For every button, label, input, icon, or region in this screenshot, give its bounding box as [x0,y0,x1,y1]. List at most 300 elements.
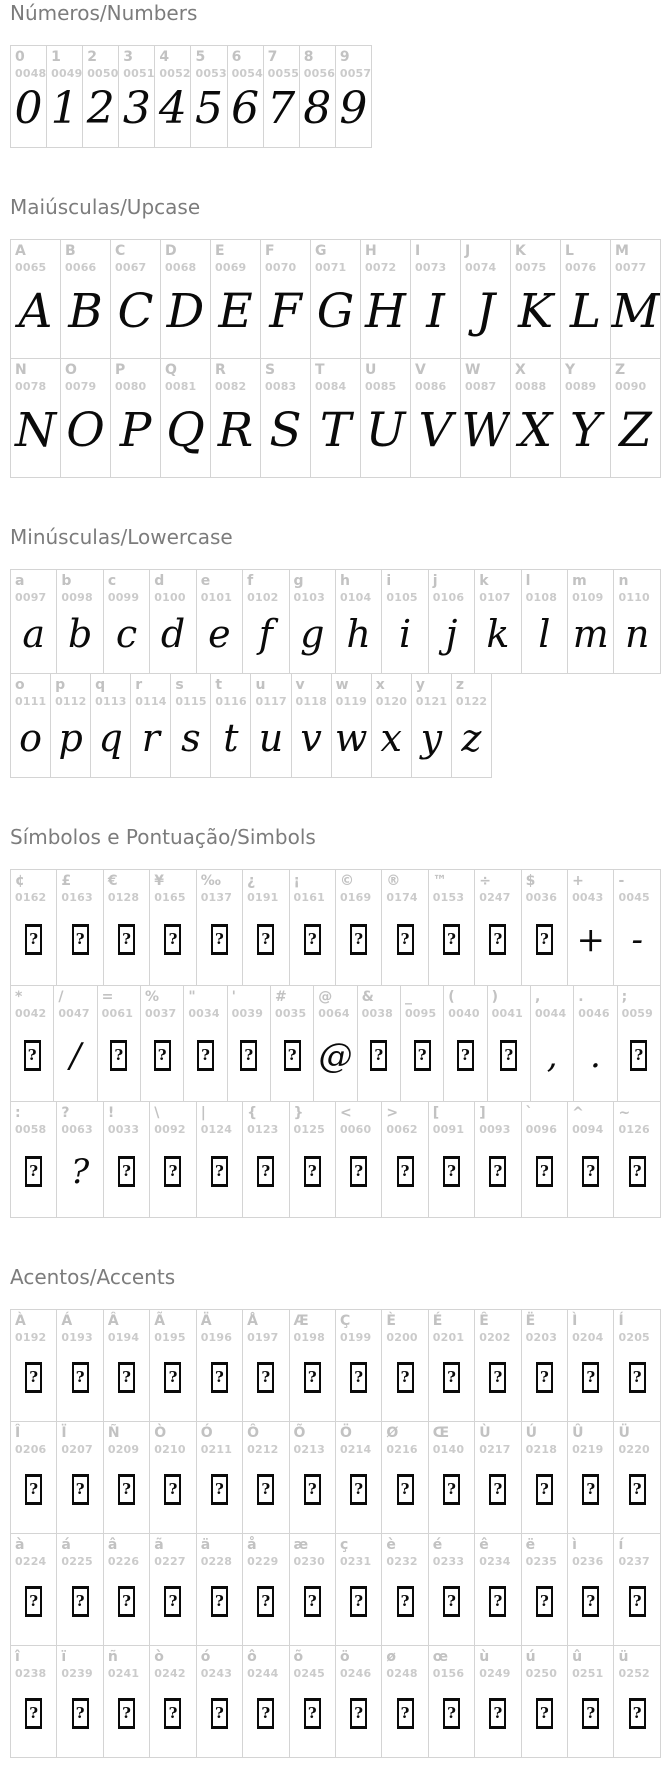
cell-character-label: ¢ [15,873,25,889]
cell-header [51,674,90,708]
missing-glyph-box: ? [489,1474,506,1505]
char-cell [210,358,261,478]
cell-header [475,1646,520,1680]
glyph-preview [150,1344,195,1421]
glyph-preview [336,1680,381,1757]
cell-header [197,570,242,604]
cell-header [488,986,530,1020]
cell-unicode-code: 0248 [386,1667,418,1680]
cell-character-label: Ñ [107,1425,120,1441]
char-cell [190,45,227,148]
cell-header [184,986,226,1020]
missing-glyph-box: ? [284,1040,301,1071]
cell-character-label: È [386,1313,396,1329]
glyph-preview [475,604,520,673]
cell-header [150,1422,195,1456]
missing-glyph-box: ? [25,924,42,955]
glyph-preview [488,1020,530,1101]
missing-glyph-box: ? [110,1040,127,1071]
cell-unicode-code: 0097 [15,591,47,604]
glyph-preview [336,1344,381,1421]
char-cell [196,1645,243,1758]
cell-unicode-code: 0082 [215,380,247,393]
missing-glyph-box: ? [630,1040,647,1071]
glyph-preview [332,708,371,777]
glyph-character: p [58,715,83,760]
missing-glyph-box: ? [582,1586,599,1617]
glyph-preview [336,80,371,147]
cell-unicode-code: 0161 [293,891,325,904]
char-cell [381,569,428,674]
cell-character-label: x [375,677,385,693]
cell-character-label: £ [61,873,72,889]
glyph-preview [57,904,102,985]
char-cell [567,569,614,674]
charmap-rows [10,1309,661,1758]
glyph-preview [522,1568,567,1645]
cell-unicode-code: 0174 [386,891,418,904]
char-cell [149,1533,196,1646]
cell-unicode-code: 0102 [247,591,279,604]
glyph-preview [91,708,130,777]
missing-glyph-box: ? [489,924,506,955]
glyph-preview [197,604,242,673]
glyph-character: r [141,715,160,760]
char-cell [196,1101,243,1218]
char-cell [460,239,511,359]
char-cell [428,869,475,986]
missing-glyph-box: ? [629,1156,646,1187]
cell-header [11,359,60,393]
cell-unicode-code: 0034 [188,1007,220,1020]
cell-unicode-code: 0059 [621,1007,654,1020]
char-cell [56,1533,103,1646]
cell-unicode-code: 0245 [293,1667,325,1680]
glyph-preview [290,1344,335,1421]
cell-header [300,46,335,80]
cell-header [475,870,520,904]
char-cell [530,985,574,1102]
char-cell [567,869,614,986]
cell-header [61,240,110,274]
glyph-preview [11,1344,56,1421]
cell-character-label: 0 [15,49,25,65]
cell-unicode-code: 0211 [200,1443,233,1456]
char-cell [103,1645,150,1758]
glyph-character: F [269,283,302,339]
glyph-character: 2 [86,82,115,134]
cell-character-label: ` [525,1105,533,1121]
glyph-character: - [631,919,643,960]
cell-character-label: f [247,573,254,589]
glyph-preview [361,274,410,358]
cell-character-label: ™ [432,873,447,889]
glyph-character: , [546,1035,558,1076]
glyph-character: c [115,611,138,656]
cell-character-label: ) [491,989,499,1005]
glyph-preview [11,274,60,358]
cell-character-label: C [115,243,126,259]
glyph-preview [197,1568,242,1645]
glyph-preview [243,1344,288,1421]
missing-glyph-box: ? [350,1698,367,1729]
cell-unicode-code: 0087 [465,380,497,393]
char-cell [183,985,227,1102]
cell-unicode-code: 0043 [572,891,604,904]
glyph-preview [57,604,102,673]
missing-glyph-box: ? [443,1698,460,1729]
cell-character-label: Ç [339,1313,351,1329]
glyph-preview [411,393,460,477]
cell-header [372,674,411,708]
cell-character-label: Õ [293,1425,306,1441]
char-cell [196,1533,243,1646]
cell-unicode-code: 0219 [572,1443,604,1456]
cell-unicode-code: 0212 [247,1443,279,1456]
cell-character-label: d [154,573,165,589]
missing-glyph-box: ? [154,1040,171,1071]
char-cell [10,1533,57,1646]
glyph-preview [336,904,381,985]
cell-character-label: Ï [61,1425,67,1441]
cell-character-label: b [61,573,72,589]
cell-header [290,1534,335,1568]
cell-character-label: æ [293,1537,309,1553]
cell-character-label: O [65,362,77,378]
cell-header [522,870,567,904]
cell-header [568,1422,613,1456]
cell-character-label: Ò [154,1425,167,1441]
cell-header [83,46,118,80]
char-cell [381,869,428,986]
char-cell [130,673,171,778]
glyph-preview [311,274,360,358]
glyph-preview [290,904,335,985]
cell-character-label: î [15,1649,20,1665]
cell-unicode-code: 0234 [479,1555,511,1568]
glyph-preview [104,1344,149,1421]
cell-character-label: j [432,573,438,589]
char-cell [103,569,150,674]
char-row [10,673,492,778]
cell-unicode-code: 0123 [247,1123,279,1136]
cell-character-label: X [515,362,526,378]
cell-character-label: A [15,243,26,259]
glyph-preview [61,393,110,477]
char-cell [149,1309,196,1422]
cell-header [290,870,335,904]
cell-character-label: Ù [479,1425,491,1441]
missing-glyph-box: ? [257,1156,274,1187]
glyph-preview [336,604,381,673]
char-cell [56,1309,103,1422]
cell-character-label: ‰ [200,873,221,889]
cell-unicode-code: 0156 [432,1667,465,1680]
glyph-character: 4 [158,82,187,134]
char-cell [617,985,661,1102]
char-cell [428,569,475,674]
cell-character-label: { [247,1105,258,1121]
char-cell [160,239,211,359]
glyph-character: 1 [50,82,79,134]
missing-glyph-box: ? [536,1698,553,1729]
cell-character-label: Ë [525,1313,536,1329]
glyph-character: ? [71,1151,90,1192]
cell-header [336,1102,381,1136]
glyph-character: a [22,611,46,656]
cell-character-label: i [386,573,392,589]
cell-header [47,46,82,80]
cell-character-label: @ [318,989,333,1005]
cell-unicode-code: 0092 [154,1123,186,1136]
glyph-character: G [316,283,355,339]
cell-unicode-code: 0153 [432,891,465,904]
cell-unicode-code: 0038 [361,1007,394,1020]
char-cell [289,1309,336,1422]
char-cell [140,985,184,1102]
cell-header [382,1310,427,1344]
char-cell [335,45,372,148]
cell-header [429,570,474,604]
char-cell [335,1309,382,1422]
char-cell [289,569,336,674]
cell-character-label: å [247,1537,257,1553]
glyph-character: P [119,402,152,458]
cell-character-label: > [386,1105,399,1121]
glyph-preview [522,1456,567,1533]
char-cell [291,673,332,778]
cell-unicode-code: 0058 [15,1123,47,1136]
glyph-character: D [166,283,205,339]
glyph-preview [104,1136,149,1217]
charmap-section [10,826,661,1218]
cell-header [382,870,427,904]
cell-character-label: z [455,677,465,693]
cell-character-label: ~ [618,1105,631,1121]
cell-character-label: Ö [339,1425,352,1441]
cell-unicode-code: 0064 [318,1007,350,1020]
cell-character-label: . [578,989,584,1005]
cell-character-label: â [107,1537,118,1553]
cell-character-label: V [415,362,426,378]
missing-glyph-box: ? [397,1586,414,1617]
cell-unicode-code: 0237 [618,1555,650,1568]
cell-header [311,359,360,393]
char-cell [331,673,372,778]
missing-glyph-box: ? [118,1156,135,1187]
cell-character-label: ë [525,1537,536,1553]
char-cell [10,985,54,1102]
missing-glyph-box: ? [397,924,414,955]
glyph-preview [568,1456,613,1533]
cell-character-label: e [200,573,211,589]
missing-glyph-box: ? [118,1362,135,1393]
cell-character-label: g [293,573,304,589]
cell-unicode-code: 0081 [165,380,197,393]
glyph-preview [228,80,263,147]
glyph-preview [161,393,210,477]
glyph-preview [311,393,360,477]
cell-header [429,1422,474,1456]
cell-unicode-code: 0096 [525,1123,558,1136]
char-cell [521,1421,568,1534]
char-cell [567,1533,614,1646]
glyph-character: v [300,715,322,760]
cell-character-label: U [365,362,377,378]
cell-header [382,570,427,604]
cell-unicode-code: 0118 [295,695,327,708]
cell-unicode-code: 0252 [618,1667,650,1680]
cell-unicode-code: 0243 [200,1667,233,1680]
missing-glyph-box: ? [414,1040,431,1071]
missing-glyph-box: ? [489,1362,506,1393]
cell-header [444,986,486,1020]
char-cell [299,45,336,148]
cell-unicode-code: 0072 [365,261,397,274]
glyph-preview [184,1020,226,1101]
glyph-character: w [334,715,368,760]
missing-glyph-box: ? [257,1474,274,1505]
glyph-character: @ [318,1035,353,1076]
cell-character-label: h [339,573,350,589]
cell-character-label: Ô [247,1425,260,1441]
cell-header [150,870,195,904]
cell-unicode-code: 0251 [572,1667,604,1680]
cell-character-label: I [415,243,421,259]
glyph-character: h [346,611,371,656]
glyph-character: z [461,715,482,760]
missing-glyph-box: ? [397,1156,414,1187]
cell-header [104,870,149,904]
glyph-preview [382,904,427,985]
cell-character-label: à [15,1537,25,1553]
glyph-preview [211,274,260,358]
cell-header [57,1422,102,1456]
cell-header [614,1646,659,1680]
glyph-character: L [569,283,602,339]
cell-unicode-code: 0085 [365,380,397,393]
cell-character-label: Q [165,362,177,378]
missing-glyph-box: ? [443,1362,460,1393]
cell-character-label: ( [448,989,455,1005]
char-cell [196,1421,243,1534]
cell-unicode-code: 0077 [615,261,647,274]
cell-header [150,1646,195,1680]
cell-unicode-code: 0220 [618,1443,650,1456]
glyph-preview [111,274,160,358]
glyph-preview [104,604,149,673]
char-cell [149,1421,196,1534]
cell-unicode-code: 0068 [165,261,197,274]
cell-character-label: + [572,873,584,889]
char-cell [10,869,57,986]
missing-glyph-box: ? [489,1698,506,1729]
glyph-preview [211,393,260,477]
cell-character-label: ï [61,1649,67,1665]
cell-header [57,1534,102,1568]
cell-unicode-code: 0196 [200,1331,233,1344]
cell-character-label: ÷ [479,873,491,889]
cell-character-label: & [361,989,374,1005]
glyph-character: d [160,611,186,656]
glyph-preview [197,1344,242,1421]
glyph-preview [11,1136,56,1217]
glyph-preview [11,1020,53,1101]
cell-character-label: - [618,873,625,889]
cell-unicode-code: 0216 [386,1443,418,1456]
glyph-character: B [68,283,103,339]
glyph-preview [104,904,149,985]
cell-header [336,1534,381,1568]
missing-glyph-box: ? [536,924,553,955]
glyph-preview [429,1344,474,1421]
char-cell [56,1101,103,1218]
glyph-preview [561,274,610,358]
glyph-character: I [426,283,445,339]
missing-glyph-box: ? [397,1698,414,1729]
cell-header [197,1534,242,1568]
char-cell [154,45,191,148]
cell-character-label: é [432,1537,443,1553]
section-title: Símbolos e Pontuação/Simbols [10,825,316,849]
glyph-preview [611,274,660,358]
char-cell [474,1101,521,1218]
cell-character-label: œ [432,1649,449,1665]
char-cell [510,239,561,359]
char-cell [82,45,119,148]
char-cell [335,1101,382,1218]
glyph-preview [382,1136,427,1217]
glyph-preview [475,1456,520,1533]
cell-header [311,240,360,274]
cell-character-label: F [265,243,275,259]
cell-character-label: E [215,243,225,259]
cell-header [111,240,160,274]
glyph-preview [11,393,60,477]
cell-header [11,1646,56,1680]
glyph-preview [568,604,613,673]
glyph-character: y [420,715,443,760]
cell-character-label: $ [525,873,536,889]
glyph-preview [150,1136,195,1217]
glyph-preview [243,1680,288,1757]
cell-unicode-code: 0090 [615,380,647,393]
glyph-preview [61,274,110,358]
cell-header [104,1534,149,1568]
glyph-preview [197,904,242,985]
cell-header [411,359,460,393]
missing-glyph-box: ? [582,1698,599,1729]
char-cell [521,569,568,674]
char-cell [10,673,51,778]
cell-character-label: r [135,677,143,693]
glyph-preview [314,1020,356,1101]
char-cell [474,569,521,674]
cell-header [290,1310,335,1344]
missing-glyph-box: ? [304,1362,321,1393]
cell-character-label: ' [231,989,236,1005]
cell-header [155,46,190,80]
cell-character-label: ? [61,1105,70,1121]
cell-unicode-code: 0114 [135,695,167,708]
cell-unicode-code: 0205 [618,1331,650,1344]
char-cell [289,869,336,986]
cell-character-label: 9 [339,49,350,65]
cell-unicode-code: 0117 [255,695,287,708]
missing-glyph-box: ? [397,1362,414,1393]
cell-character-label: L [565,243,574,259]
cell-unicode-code: 0071 [315,261,347,274]
